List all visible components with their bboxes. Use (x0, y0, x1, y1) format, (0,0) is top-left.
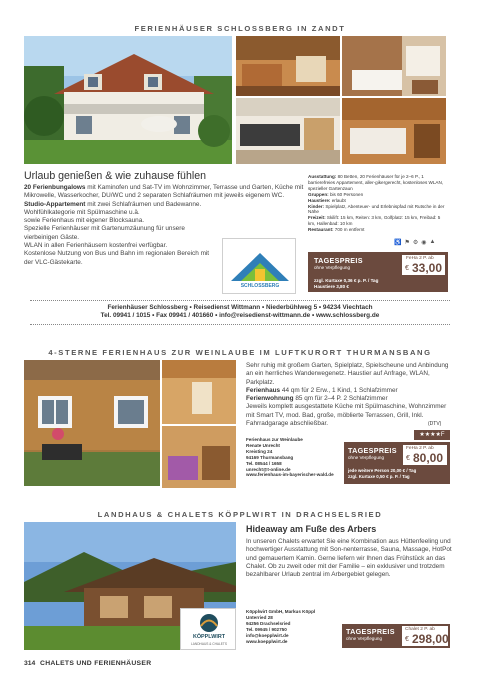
weinlaube-house-photo (24, 360, 160, 486)
currency-symbol: € (405, 265, 409, 272)
fact-value: Skilift: 15 km, Reiten: 3 km, Golfplatz: 15 km, Freibad: 5 km, Hallenbad: 10 km (308, 215, 441, 227)
dtv-label: (DTV) (428, 421, 442, 427)
price-box (308, 252, 448, 292)
price-note: jede weitere Person 20,00 € / Tag zzgl. Kurtaxe 0,50 € p. P. / Tag (348, 468, 417, 479)
price-sub: ohne Verpflegung (346, 636, 383, 641)
section-title: FERIENHÄUSER SCHLOSSBERG IN ZANDT (134, 24, 346, 33)
price-amount: 33,00 (412, 261, 443, 275)
koepplwirt-logo (180, 608, 236, 650)
price-value-box (402, 255, 445, 275)
divider (30, 300, 450, 301)
fact-label: Kinder: (308, 203, 325, 209)
address-line: unrecht@t-online.de (246, 466, 291, 472)
facts-list (308, 174, 448, 233)
body-text: mit zwei Schlafräumen und Badewanne. (85, 200, 202, 208)
bedroom-photo (342, 36, 446, 96)
address-block (246, 437, 356, 478)
body-text: 44 qm für 2 Erw., 1 Kind, 1 Schlafzimmer (280, 386, 398, 394)
body-text: Spezielle Ferienhäuser mit Gartenumzäunung für unsere vierbeinigen Gäste. (24, 225, 185, 241)
fact-label: Gruppen: (308, 191, 329, 197)
body-bold: Studio-Appartement (24, 200, 86, 208)
star-rating-badge: ★★★★F (414, 430, 450, 440)
body-bold: Ferienhaus (246, 386, 281, 394)
price-label: TAGESPREIS (346, 627, 395, 636)
price-value-box (402, 626, 448, 646)
dog-icon: ⚑ (404, 240, 410, 246)
fact-label: Ausstattung: (308, 174, 337, 179)
section-body: In unseren Chalets erwartet Sie eine Kombination aus Hüttenfeeling und hochwertiger Ausstattung mit Son-nenterrasse, Sauna, Massage, HotPot und gemauertem Kamin. Gerne liefern wir Ihnen das Frühstück an das Chalet. Ob zu zweit oder mit der Familie – ein exklusiver und trotzdem bezahlbarer Urlaub zentral im Arbergebiet gelegen. (246, 538, 452, 579)
logo-text: SCHLOSSBERG (240, 283, 280, 289)
email-link[interactable]: info@koepplwirt.de (246, 632, 289, 638)
address-line: Ferienhaus zur Weinlaube (246, 437, 303, 442)
section-body (246, 362, 452, 428)
price-box (344, 442, 450, 484)
body-text: Jeweils komplett ausgestattete Küche mit Spülmaschine, Wohnzimmer mit Smart TV, mod. Bad, große, möblierte Terrassen, Grill, Inkl. Fahrradgarage abschließbar. (246, 403, 447, 428)
price-value-box (403, 445, 447, 465)
price-unit: FeHa 2 P. ab (406, 446, 434, 451)
dining-photo (162, 426, 236, 488)
logo-subtext: LANDHAUS & CHALETS (191, 642, 227, 646)
price-unit: Chalet 2 P. ab (405, 627, 435, 632)
body-text: 85 qm für 2–4 P. 2 Schlafzimmer (293, 395, 388, 403)
address-block (246, 609, 356, 644)
fact-value: Spielplatz, Abenteuer- und Erlebnispfad mit Rutsche in der Nähe (308, 203, 445, 215)
address-line: Tel. 08544 / 1658 (246, 460, 282, 466)
price-label: TAGESPREIS (314, 256, 363, 265)
address-line: Köpplwirt GmbH, Markus Köppl (246, 609, 316, 614)
bike-icon: ⚙ (412, 240, 419, 246)
price-unit: FeHa 2 P. ab (406, 256, 434, 261)
body-text: Sehr ruhig mit großem Garten, Spielplatz, Spielscheune und Anbindung an ein herrliches Wanderwegenetz. Haustier auf Anfrage, WLAN, Parkplatz. (246, 362, 449, 386)
price-sub: ohne Verpflegung (348, 455, 385, 460)
contact-line: Tel. 09941 / 1015 • Fax 09941 / 401660 • info@reisedienst-wittmann.de • www.schlossberg.de (100, 312, 380, 320)
house-photo (24, 36, 232, 164)
amenity-icons (394, 239, 435, 246)
address-line: 94169 Thurmansbang (246, 454, 294, 460)
price-note: zzgl. Kurtaxe 0,36 € p. P. / Tag Haustiere 3,80 € (314, 278, 379, 289)
body-text: Wohlfühlkategorie mit Spülmaschine u.ä. (24, 208, 140, 216)
fact-value: erlaubt (330, 197, 346, 203)
currency-symbol: € (406, 455, 410, 462)
living-room-photo (236, 36, 340, 96)
currency-symbol: € (405, 636, 409, 643)
price-amount: 80,00 (413, 451, 444, 465)
fact-label: Restaurant: (308, 227, 334, 233)
address-line: 94256 Drachselsried (246, 620, 291, 626)
fact-label: Freizeit: (308, 215, 326, 221)
section-title: LANDHAUS & CHALETS KÖPPLWIRT IN DRACHSELSRIED (97, 510, 383, 519)
sauna-bedroom-photo (342, 98, 446, 164)
section-heading: Urlaub genießen & wie zuhause fühlen (24, 170, 206, 182)
page-footer-label: CHALETS UND FERIENHÄUSER (40, 660, 152, 667)
address-line: Unterried 28 (246, 614, 273, 620)
fact-value: 700 m entfernt (333, 227, 365, 233)
wifi-icon: ◉ (421, 240, 427, 246)
price-box (342, 624, 450, 648)
body-bold: 20 Ferienbungalows (24, 184, 86, 191)
interior-photo (162, 360, 236, 424)
body-bold: Ferienwohnung (246, 395, 294, 403)
address-line: Kreisting 24 (246, 448, 273, 454)
contact-line: Ferienhäuser Schlossberg • Reisedienst Wittmann • Niederbühlweg 5 • 94234 Viechtach (107, 304, 373, 311)
price-amount: 298,00 (412, 632, 449, 646)
body-text: WLAN in allen Ferienhäusern kostenfrei verfügbar. (24, 242, 168, 250)
section-title: 4-STERNE FERIENHAUS ZUR WEINLAUBE IM LUFTKURORT THURMANSBANG (48, 348, 432, 357)
page-number: 314 (24, 660, 36, 667)
body-text: sowie Ferienhaus mit eigener Blocksauna. (24, 217, 145, 225)
logo-text: KÖPPLWIRT (192, 634, 226, 640)
schlossberg-logo (222, 238, 296, 294)
fact-value: bis 60 Personen (328, 191, 364, 197)
price-label: TAGESPREIS (348, 446, 397, 455)
divider (30, 324, 450, 325)
body-text: mit Kaminofen und Sat-TV im Wohnzimmer, Terrasse und Garten, Küche mit Mikrowelle, Wasserkocher, DU/WC und 2 separaten Schlafräumen mit jeweils eigenem WC. (24, 184, 304, 200)
address-line: Renate Unrecht (246, 442, 280, 448)
contact-bar (0, 304, 480, 320)
grill-icon: ▲ (429, 239, 436, 245)
website-link[interactable]: www.ferienhaus-im-bayerischer-wald.de (246, 472, 334, 478)
website-link[interactable]: www.koepplwirt.de (246, 638, 288, 644)
wheelchair-icon: ♿ (394, 240, 402, 246)
body-text: Kostenlose Nutzung von Bus und Bahn im regionalen Bereich mit der VLC-Gästekarte. (24, 250, 210, 266)
address-line: Tel. 09945 / 902750 (246, 626, 287, 632)
fact-label: Haustiere: (308, 197, 331, 203)
price-sub: ohne Verpflegung (314, 265, 351, 270)
fact-value: 80 Betten, 20 Ferienhäuser für je 2–6 P., 1 barrierefreies Appartement, aller-gikergerecht, kostenloses WLAN, spezieller Gartenzaun (308, 174, 444, 191)
kitchen-photo (236, 98, 340, 164)
section-heading: Hideaway am Fuße des Arbers (246, 524, 377, 534)
